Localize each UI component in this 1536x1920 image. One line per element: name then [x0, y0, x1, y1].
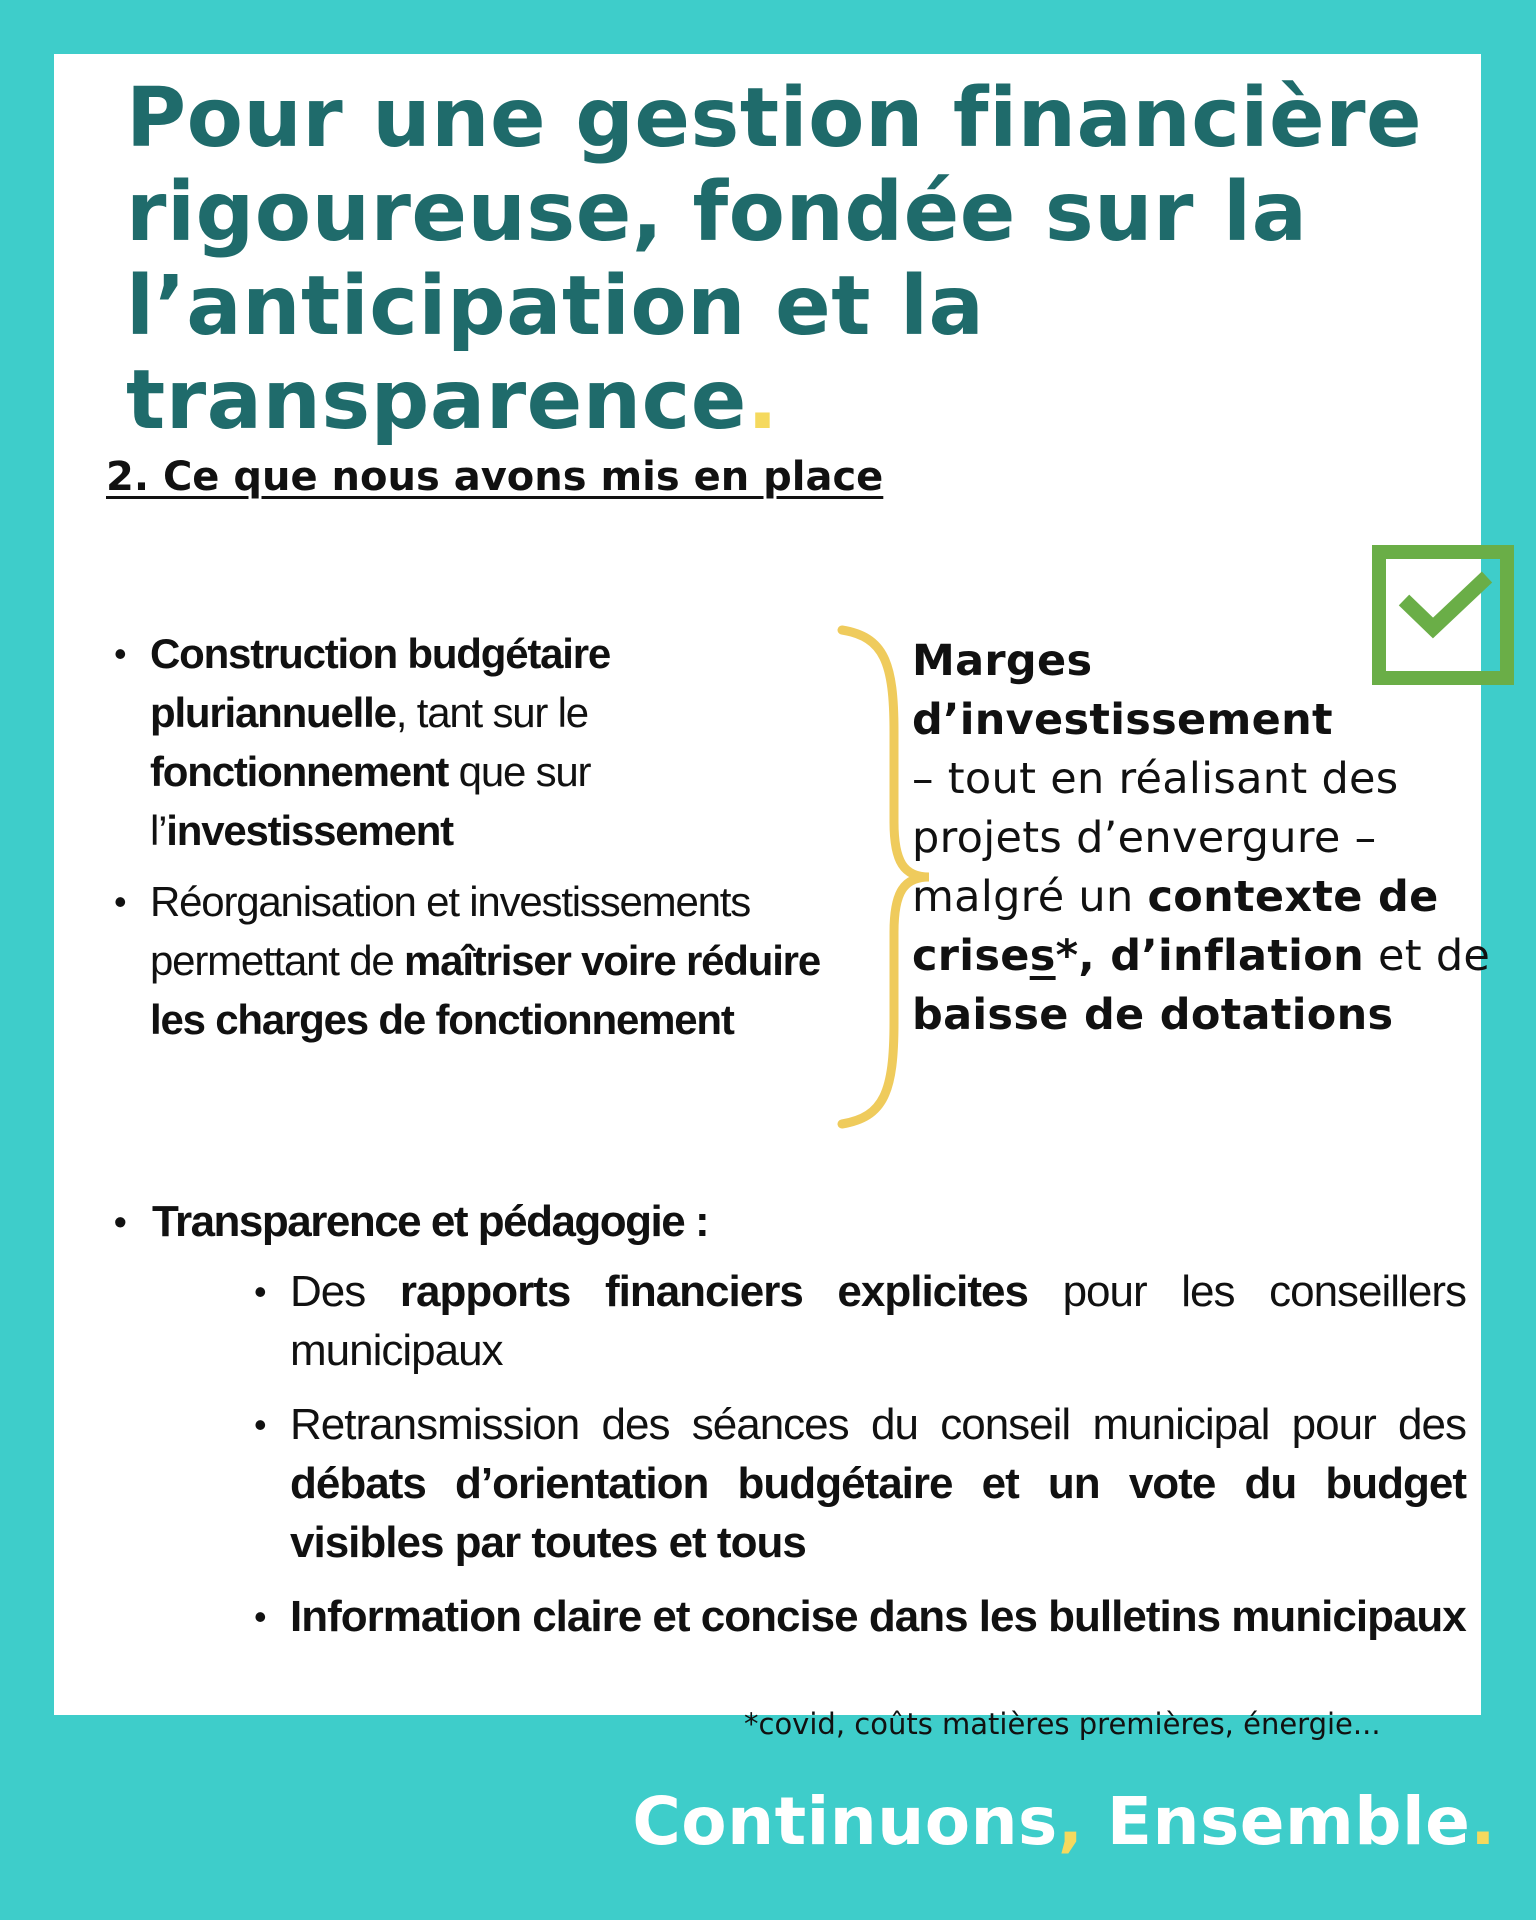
- emphasis-text: Information claire et concise dans les bulletins municipaux: [290, 1592, 1466, 1641]
- title-line-2: rigoureuse, fondée sur la: [126, 165, 1308, 260]
- emphasis-text: fonctionnement: [150, 748, 449, 795]
- list-item: [106, 872, 826, 1049]
- measures-list: [106, 624, 826, 1061]
- slogan-accent-comma: ,: [1057, 1783, 1084, 1860]
- slogan-text: Continuons: [632, 1783, 1058, 1860]
- list-item: [248, 1395, 1466, 1572]
- body-text: , tant sur le: [395, 689, 588, 736]
- transparency-heading: [106, 1192, 1466, 1252]
- body-text: et de: [1363, 931, 1491, 981]
- bullet-icon: •: [254, 1271, 266, 1312]
- section-subtitle: 2. Ce que nous avons mis en place: [106, 454, 884, 500]
- bullet-icon: •: [114, 881, 126, 922]
- bullet-icon: •: [254, 1404, 266, 1445]
- body-text: pour les conseillers municipaux: [290, 1267, 1466, 1375]
- transparency-section: [106, 1192, 1466, 1661]
- bullet-icon: •: [254, 1596, 266, 1637]
- content-card: [54, 54, 1491, 1741]
- slogan-accent-dot: .: [1470, 1783, 1496, 1860]
- title-line-4: transparence: [126, 353, 747, 448]
- list-item: [248, 1587, 1466, 1646]
- heading-text: Transparence et pédagogie :: [152, 1197, 709, 1246]
- emphasis-text: baisse de dotations: [912, 990, 1394, 1040]
- title-line-1: Pour une gestion financière: [126, 71, 1423, 166]
- footnote: *covid, coûts matières premières, énergie...: [744, 1707, 1381, 1741]
- list-item: [248, 1262, 1466, 1380]
- title-line-3: l’anticipation et la: [126, 259, 985, 354]
- emphasis-part: *, d’inflation: [1055, 931, 1364, 981]
- emphasis-text: débats d’orientation budgétaire et un vote du budget visibles par toutes et tous: [290, 1459, 1466, 1567]
- body-text: Des: [290, 1267, 400, 1316]
- investment-margins-block: [912, 632, 1512, 1045]
- list-item: [106, 624, 826, 860]
- slogan: [632, 1782, 1496, 1862]
- bullet-icon: •: [114, 1201, 126, 1242]
- body-text: – tout en réalisant des projets d’envergure – malgré un: [912, 754, 1399, 922]
- transparency-list: [106, 1262, 1466, 1646]
- emphasis-text: maîtriser voire réduire les charges de fonctionnement: [150, 937, 820, 1043]
- body-text: Réorganisation et investissements permettant de: [150, 878, 751, 984]
- page-title: [126, 72, 1466, 448]
- body-text: que sur l’: [150, 748, 591, 854]
- emphasis-text: Construction budgétaire pluriannuelle: [150, 630, 611, 736]
- emphasis-text: investissement: [166, 807, 453, 854]
- title-accent-dot: .: [746, 353, 779, 448]
- emphasis-part: contexte de crise: [912, 872, 1439, 981]
- body-text: Retransmission des séances du conseil municipal pour des: [290, 1400, 1466, 1449]
- emphasis-text: rapports financiers explicites: [399, 1267, 1028, 1316]
- underlined-letter: s: [1029, 931, 1056, 981]
- bullet-icon: •: [114, 633, 126, 674]
- slogan-text: Ensemble: [1083, 1783, 1471, 1860]
- emphasis-text: Marges d’investissement: [912, 636, 1333, 745]
